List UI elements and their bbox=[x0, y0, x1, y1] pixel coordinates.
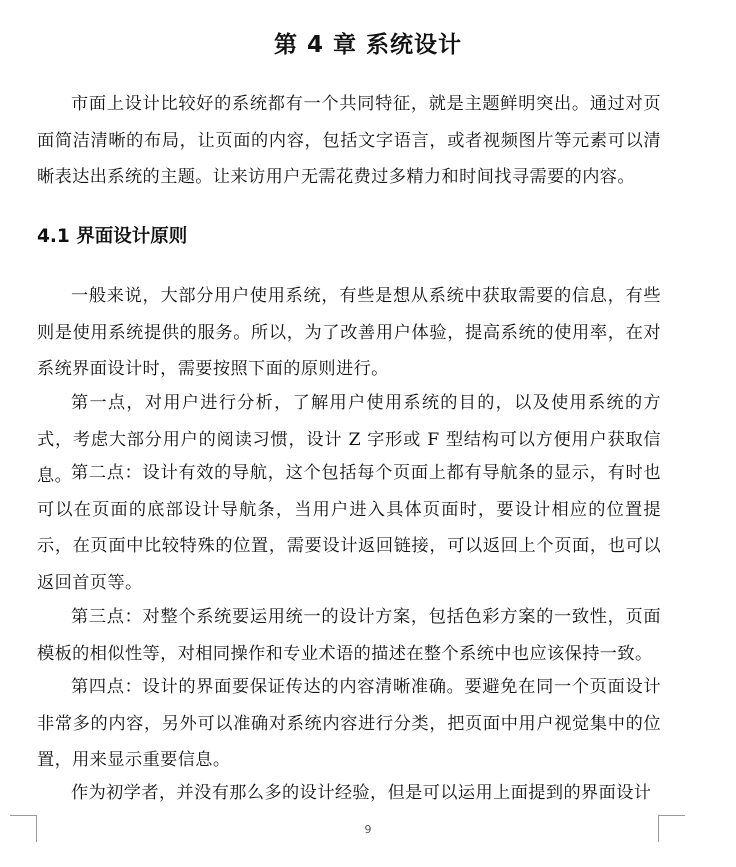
page-number: 9 bbox=[364, 823, 372, 836]
section-paragraph-4: 第三点：对整个系统要运用统一的设计方案，包括色彩方案的一致性，页面模板的相似性等，对相同操作和专业术语的描述在整个系统中也应该保持一致。 bbox=[37, 607, 661, 664]
section-paragraph-5: 第四点：设计的界面要保证传达的内容清晰准确。要避免在同一个页面设计非常多的内容，另外可以准确对系统内容进行分类，把页面中用户视觉集中的位置，用来显示重要信息。 bbox=[37, 677, 661, 770]
chapter-title: 第 4 章 系统设计 bbox=[273, 32, 463, 58]
section-paragraph-6: 作为初学者，并没有那么多的设计经验，但是可以运用上面提到的界面设计 bbox=[71, 783, 652, 803]
section-paragraph-3: 第二点：设计有效的导航，这个包括每个页面上都有导航条的显示，有时也可以在页面的底部设计导航条，当用户进入具体页面时，要设计相应的位置提示，在页面中比较特殊的位置，需要设计返回链接，可以返回上个页面，也可以返回首页等。 bbox=[37, 463, 661, 593]
section-paragraph-2: 第一点，对用户进行分析，了解用户使用系统的目的，以及使用系统的方式，考虑大部分用户的阅读习惯，设计 Z 字形或 F 型结构可以方便用户获取信息。 bbox=[37, 393, 661, 486]
section-heading: 4.1 界面设计原则 bbox=[37, 226, 188, 247]
section-paragraph-1: 一般来说，大部分用户使用系统，有些是想从系统中获取需要的信息，有些则是使用系统提供的服务。所以，为了改善用户体验，提高系统的使用率，在对系统界面设计时，需要按照下面的原则进行。 bbox=[37, 286, 661, 379]
intro-paragraph: 市面上设计比较好的系统都有一个共同特征，就是主题鲜明突出。通过对页面简洁清晰的布局，让页面的内容，包括文字语言，或者视频图片等元素可以清晰表达出系统的主题。让来访用户无需花费过多精力和时间找寻需要的内容。 bbox=[37, 94, 661, 187]
